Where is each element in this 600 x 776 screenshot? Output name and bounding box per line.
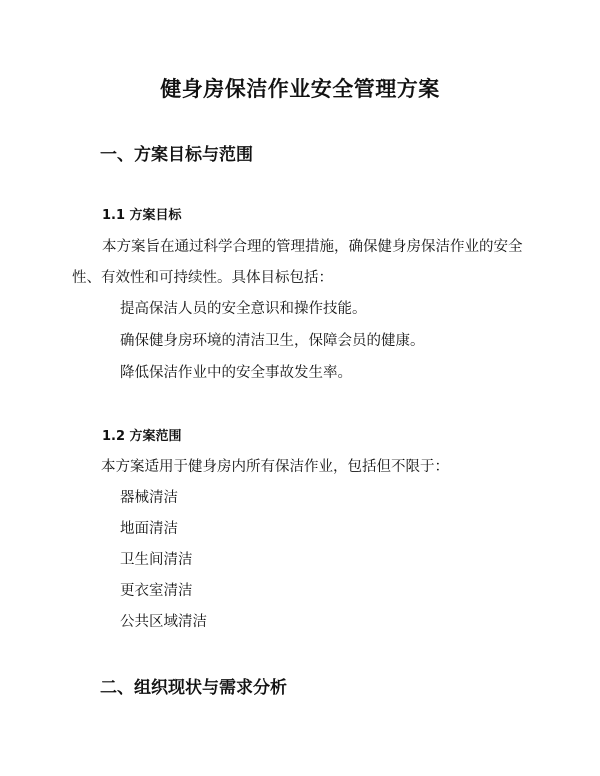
document-title: 健身房保洁作业安全管理方案 [160, 77, 440, 101]
paragraph-scope-intro: 本方案适用于健身房内所有保洁作业，包括但不限于： [101, 459, 449, 475]
scope-item: 更衣室清洁 [120, 583, 193, 599]
scope-item: 卫生间清洁 [120, 552, 193, 568]
subsection-heading-1-2: 1.2 方案范围 [102, 429, 182, 444]
scope-item: 地面清洁 [120, 521, 178, 537]
goal-item: 降低保洁作业中的安全事故发生率。 [120, 365, 352, 381]
subsection-heading-1-1: 1.1 方案目标 [102, 208, 182, 223]
section-heading-1: 一、方案目标与范围 [100, 145, 253, 165]
scope-item: 公共区域清洁 [120, 614, 207, 630]
paragraph-goals-intro: 本方案旨在通过科学合理的管理措施，确保健身房保洁作业的安全性、有效性和可持续性。具体目标包括： [72, 239, 523, 286]
goal-item: 确保健身房环境的清洁卫生，保障会员的健康。 [120, 333, 425, 349]
section-heading-2: 二、组织现状与需求分析 [100, 678, 287, 698]
goal-item: 提高保洁人员的安全意识和操作技能。 [120, 301, 367, 317]
scope-item: 器械清洁 [120, 490, 178, 506]
